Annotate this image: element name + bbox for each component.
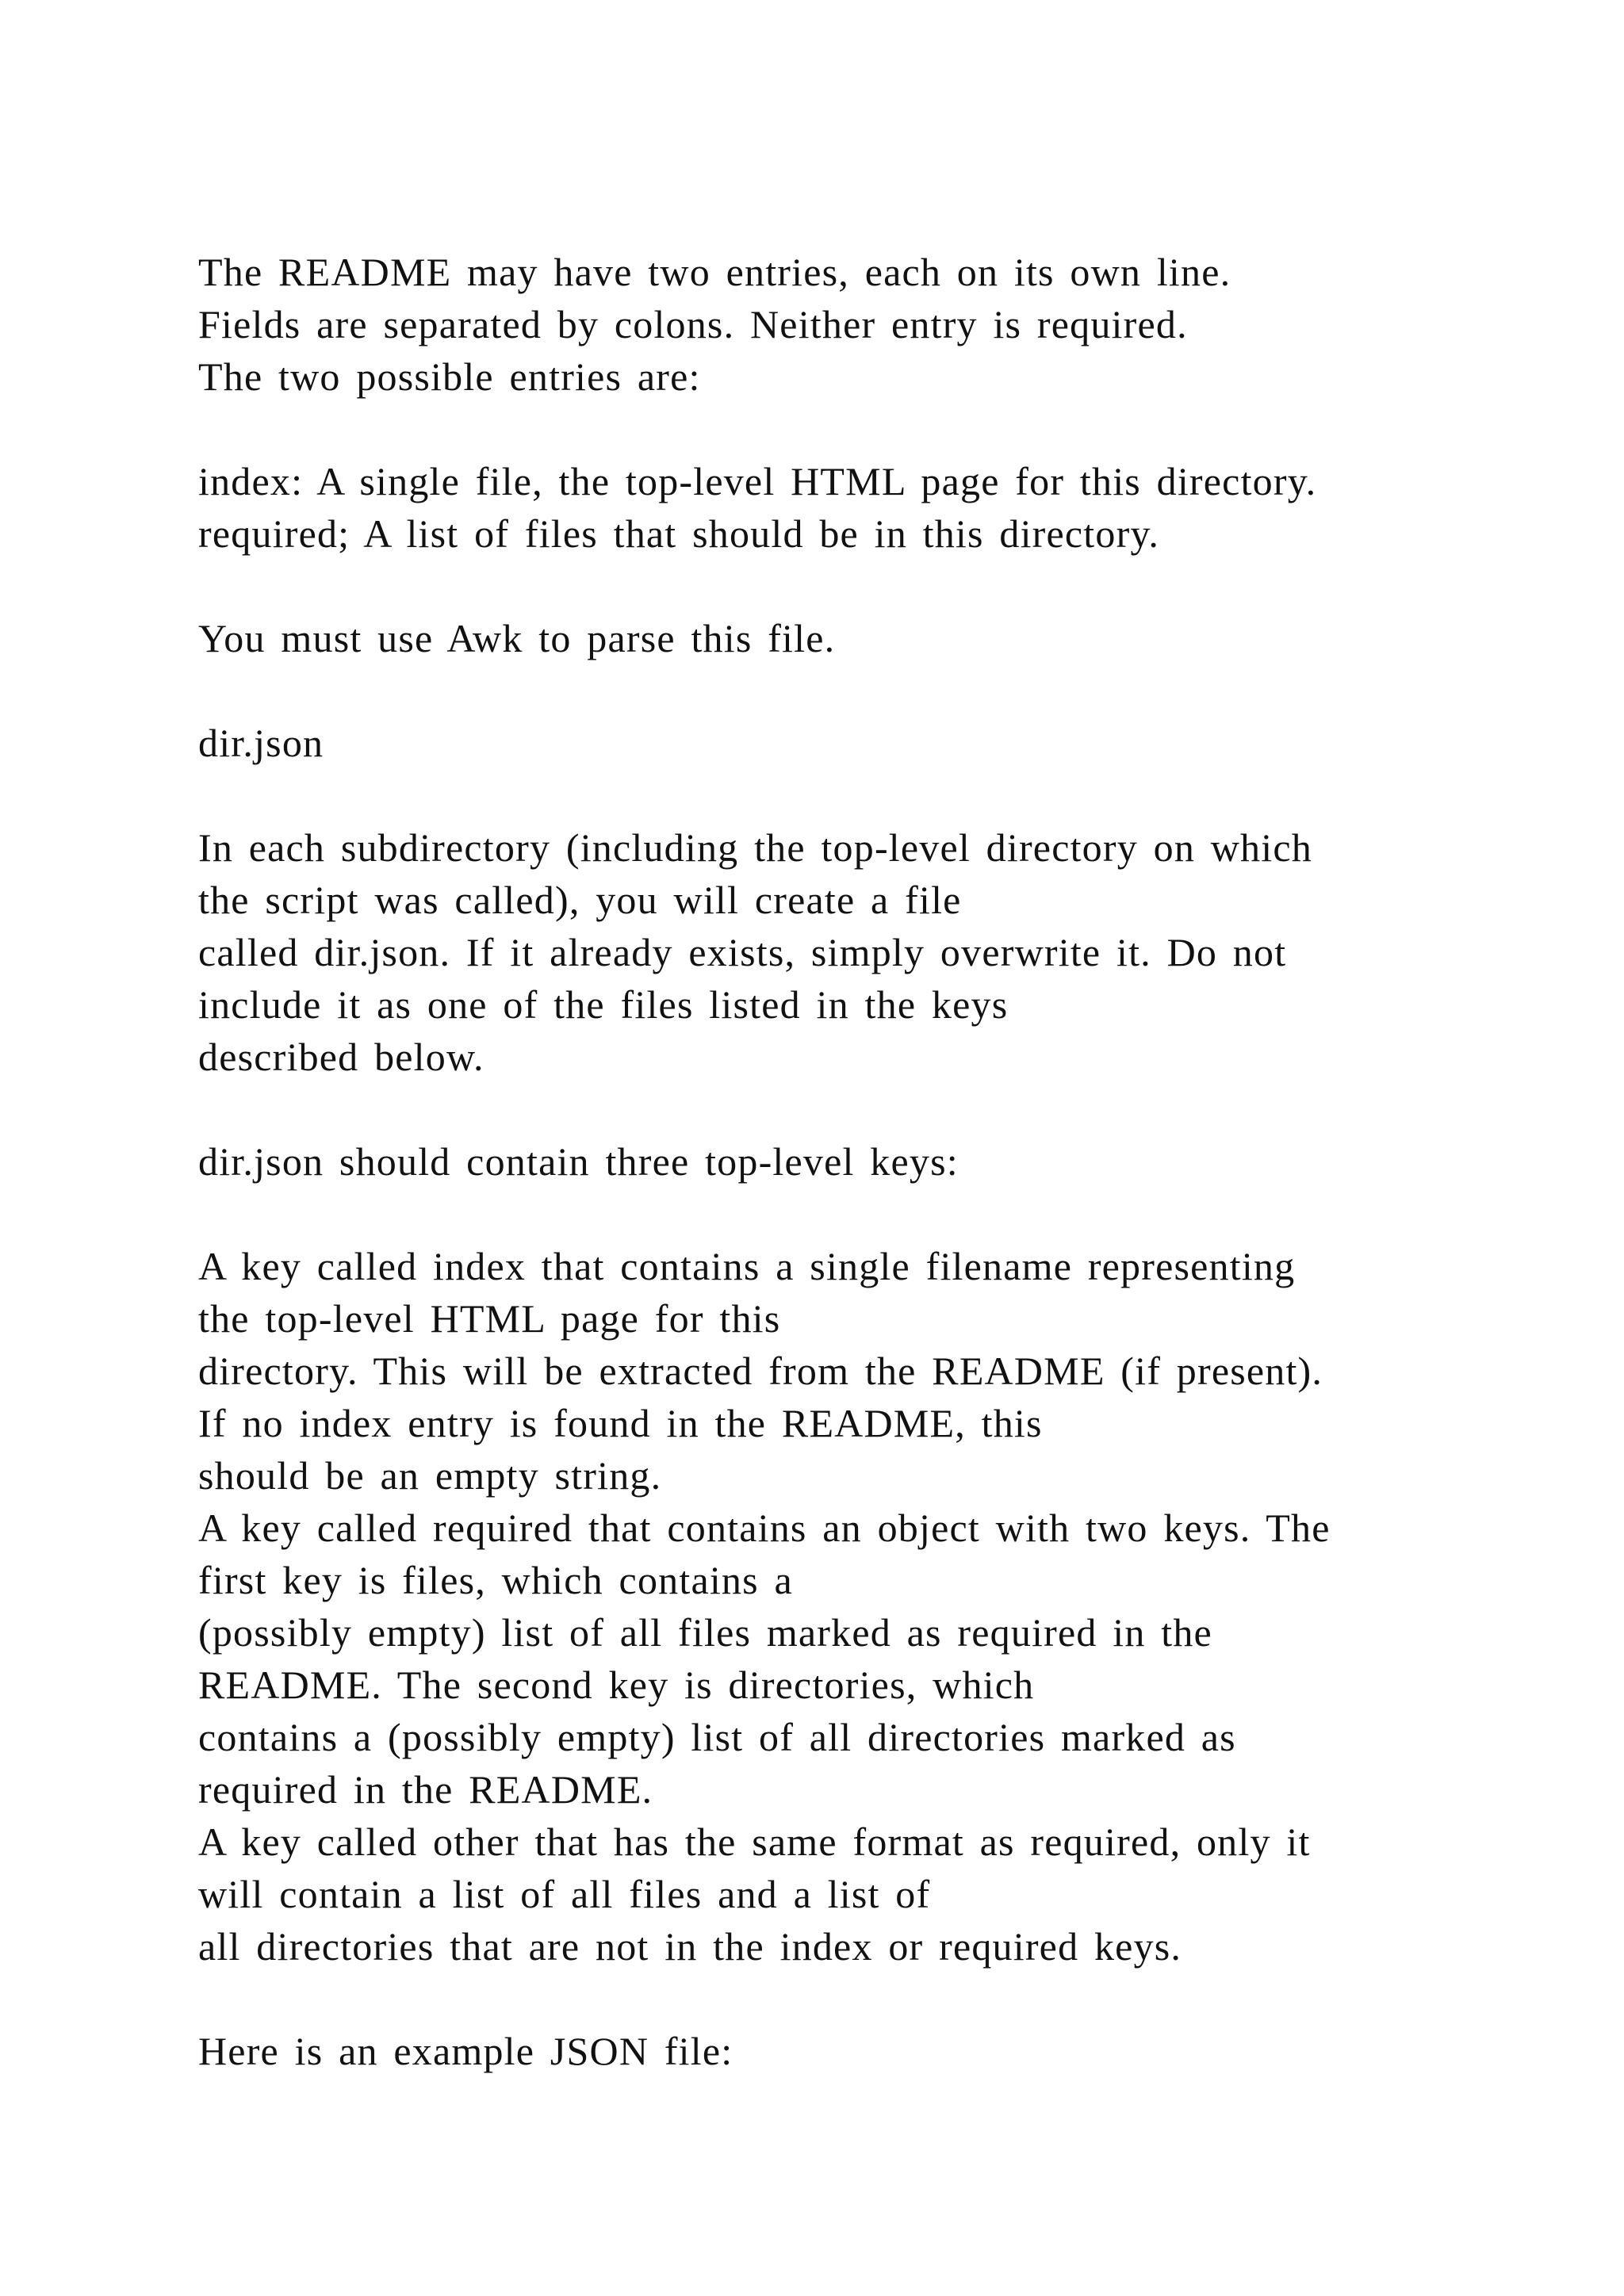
blank-line <box>198 1083 1546 1135</box>
text-line: Fields are separated by colons. Neither entry is required. <box>198 302 1188 346</box>
text-line: all directories that are not in the index or required keys. <box>198 1924 1182 1969</box>
text-line: The two possible entries are: <box>198 354 701 399</box>
text-line: In each subdirectory (including the top-level directory on which <box>198 825 1312 870</box>
text-line: A key called other that has the same format as required, only it <box>198 1820 1311 1864</box>
text-line: dir.json should contain three top-level keys: <box>198 1139 959 1184</box>
text-line: index: A single file, the top-level HTML page for this directory. <box>198 459 1317 503</box>
text-line: described below. <box>198 1035 485 1079</box>
text-line: README. The second key is directories, which <box>198 1663 1035 1707</box>
text-line: the top-level HTML page for this <box>198 1296 781 1341</box>
text-line: A key called index that contains a single filename representing <box>198 1244 1296 1288</box>
text-line: include it as one of the files listed in the keys <box>198 982 1009 1027</box>
text-line: contains a (possibly empty) list of all directories marked as <box>198 1715 1236 1759</box>
blank-line <box>198 664 1546 717</box>
text-line: You must use Awk to parse this file. <box>198 616 836 660</box>
blank-line <box>198 769 1546 821</box>
blank-line <box>198 560 1546 612</box>
document-body <box>198 246 1546 2077</box>
blank-line <box>198 1188 1546 1240</box>
text-line: required in the README. <box>198 1767 653 1812</box>
text-line: If no index entry is found in the README, this <box>198 1401 1043 1445</box>
text-line: (possibly empty) list of all files marked as required in the <box>198 1610 1212 1655</box>
section-heading: dir.json <box>198 721 324 765</box>
text-line: first key is files, which contains a <box>198 1558 793 1602</box>
text-line: should be an empty string. <box>198 1453 662 1498</box>
text-line: will contain a list of all files and a list of <box>198 1872 931 1916</box>
text-line: The README may have two entries, each on its own line. <box>198 250 1231 294</box>
text-line: the script was called), you will create a file <box>198 878 962 922</box>
blank-line <box>198 403 1546 455</box>
text-line: Here is an example JSON file: <box>198 2029 733 2073</box>
text-line: A key called required that contains an object with two keys. The <box>198 1506 1331 1550</box>
text-line: called dir.json. If it already exists, simply overwrite it. Do not <box>198 930 1287 974</box>
blank-line <box>198 1973 1546 2025</box>
text-line: directory. This will be extracted from the README (if present). <box>198 1349 1323 1393</box>
text-line: required; A list of files that should be in this directory. <box>198 511 1160 556</box>
